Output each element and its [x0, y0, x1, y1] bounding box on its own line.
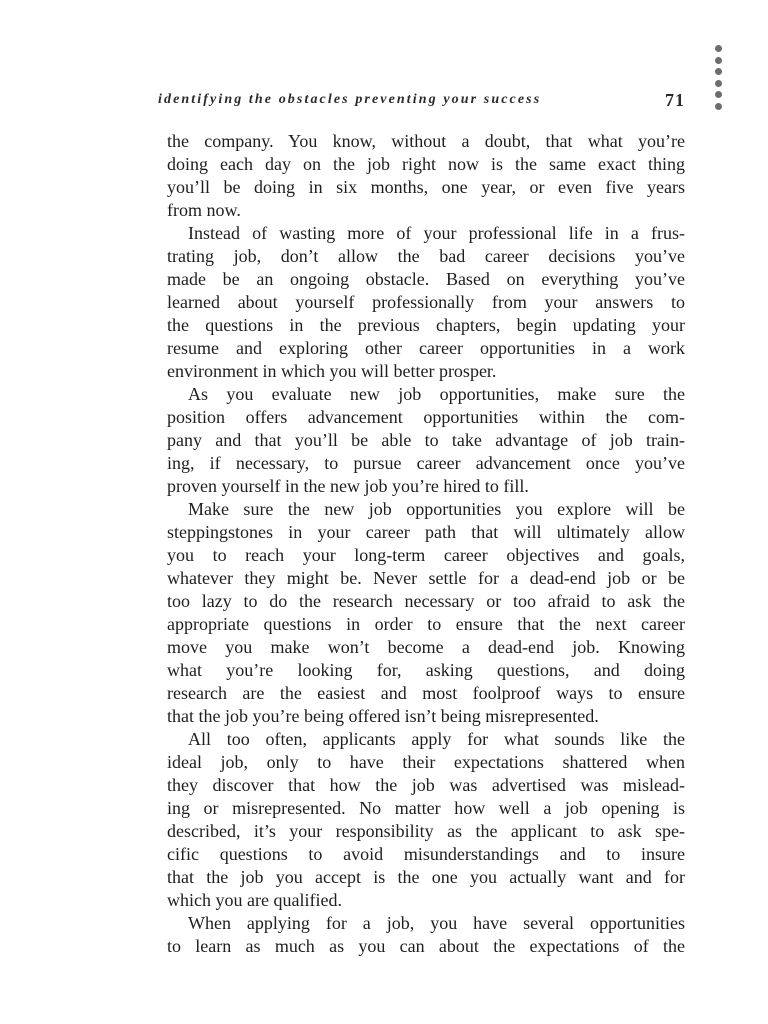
text-line: steppingstones in your career path that will ultimately allow [167, 522, 685, 542]
text-line: made be an ongoing obstacle. Based on everything you’ve [167, 269, 685, 289]
page-edge-dots [715, 45, 725, 114]
text-line: ideal job, only to have their expectations shattered when [167, 752, 685, 772]
text-line: appropriate questions in order to ensure that the next career [167, 614, 685, 634]
dot-icon [715, 80, 722, 87]
dot-icon [715, 68, 722, 75]
text-line: When applying for a job, you have several opportunities [188, 913, 685, 933]
text-line: described, it’s your responsibility as the applicant to ask spe- [167, 821, 685, 841]
text-line: position offers advancement opportunities within the com- [167, 407, 685, 427]
text-line: learned about yourself professionally from your answers to [167, 292, 685, 312]
text-line: too lazy to do the research necessary or too afraid to ask the [167, 591, 685, 611]
text-line: the questions in the previous chapters, begin updating your [167, 315, 685, 335]
text-line: All too often, applicants apply for what sounds like the [188, 729, 685, 749]
text-line: move you make won’t become a dead-end job. Knowing [167, 637, 685, 657]
text-line: ing, if necessary, to pursue career advancement once you’ve [167, 453, 685, 473]
text-line: which you are qualified. [167, 890, 342, 910]
text-line: doing each day on the job right now is the same exact thing [167, 154, 685, 174]
running-title: identifying the obstacles preventing your success [158, 92, 542, 107]
text-line: they discover that how the job was advertised was mislead- [167, 775, 685, 795]
text-line: that the job you accept is the one you actually want and for [167, 867, 685, 887]
text-line: that the job you’re being offered isn’t being misrepresented. [167, 706, 599, 726]
text-line: pany and that you’ll be able to take advantage of job train- [167, 430, 685, 450]
text-line: As you evaluate new job opportunities, make sure the [188, 384, 685, 404]
text-line: you to reach your long-term career objectives and goals, [167, 545, 685, 565]
text-line: research are the easiest and most foolproof ways to ensure [167, 683, 685, 703]
dot-icon [715, 103, 722, 110]
dot-icon [715, 57, 722, 64]
text-line: proven yourself in the new job you’re hired to fill. [167, 476, 529, 496]
text-line: trating job, don’t allow the bad career decisions you’ve [167, 246, 685, 266]
text-line: cific questions to avoid misunderstandings and to insure [167, 844, 685, 864]
text-line: what you’re looking for, asking questions, and doing [167, 660, 685, 680]
text-line: Instead of wasting more of your professional life in a frus- [188, 223, 685, 243]
text-line: whatever they might be. Never settle for a dead-end job or be [167, 568, 685, 588]
text-line: resume and exploring other career opportunities in a work [167, 338, 685, 358]
text-line: you’ll be doing in six months, one year, or even five years [167, 177, 685, 197]
dot-icon [715, 91, 722, 98]
text-line: environment in which you will better prosper. [167, 361, 497, 381]
dot-icon [715, 45, 722, 52]
page-number: 71 [665, 90, 685, 110]
text-line: Make sure the new job opportunities you explore will be [188, 499, 685, 519]
text-line: ing or misrepresented. No matter how well a job opening is [167, 798, 685, 818]
text-line: from now. [167, 200, 241, 220]
running-header [158, 90, 685, 114]
text-line: the company. You know, without a doubt, that what you’re [167, 131, 685, 151]
text-line: to learn as much as you can about the expectations of the [167, 936, 685, 956]
body-text [167, 130, 685, 958]
